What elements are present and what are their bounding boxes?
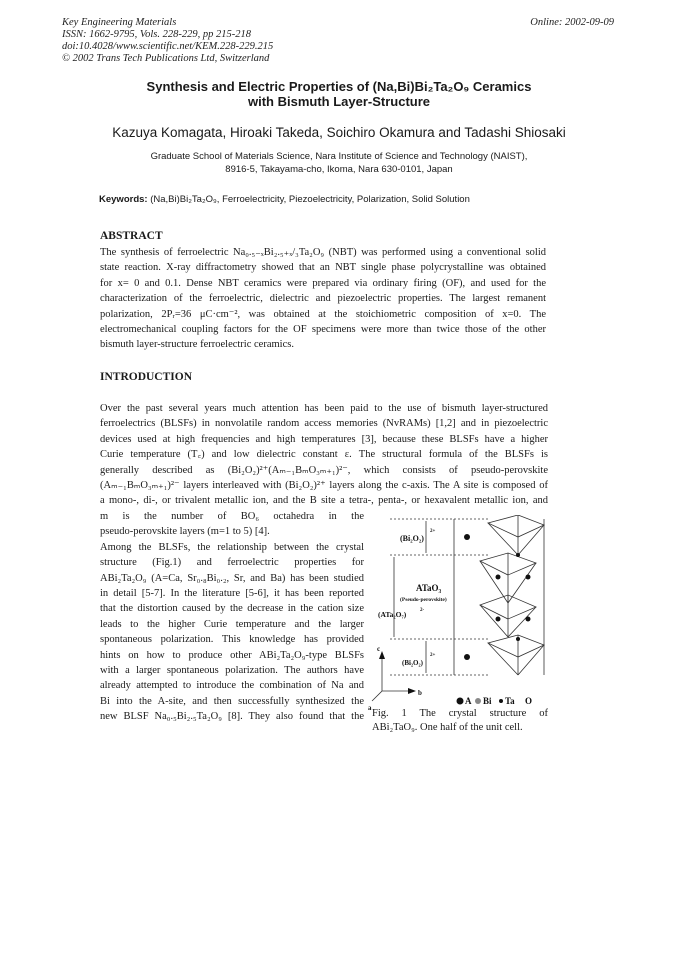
abstract-body — [100, 245, 546, 353]
header-metadata — [62, 17, 273, 65]
legend-bi: Bi — [483, 696, 492, 706]
introduction-full-width — [100, 401, 548, 509]
abstract-line: state reaction. X-ray diffractometry showed that an NBT single phase polycrystalline was obtained — [100, 262, 546, 274]
legend-ta-marker — [499, 699, 503, 703]
legend-a: A — [465, 696, 472, 706]
affiliation — [60, 150, 618, 176]
intro-narrow-line: spontaneous polarization. This knowledge has provided — [100, 634, 364, 646]
intro-narrow-line: Bi into the A-site, and then successfully synthesized the — [100, 695, 364, 707]
intro-line: generally described as (Bi₂O₂)²⁺(Aₘ₋₁BₘO₃ₘ₊₁)²⁻, which consists of pseudo-perovskite — [100, 464, 548, 476]
paper-title — [80, 79, 598, 109]
affiliation-line-1: Graduate School of Materials Science, Nara Institute of Science and Technology (NAIST), — [150, 151, 528, 162]
axis-label-c: c — [377, 645, 381, 653]
intro-line: ferroelectrics (BLSFs) in nonvolatile random access memories (NvRAMs) [1,2] and in piezoelectric — [100, 418, 548, 430]
unit-cell-frame — [372, 515, 544, 701]
legend-a-marker — [457, 698, 464, 705]
abstract-heading: ABSTRACT — [100, 230, 163, 242]
author-list: Kazuya Komagata, Hiroaki Takeda, Soichiro Okamura and Tadashi Shiosaki — [112, 125, 566, 140]
axis-label-b: b — [418, 689, 422, 697]
intro-narrow-line: new BLSF Na₀.₅Bi₂.₅Ta₂O₉ [8]. They also found that the — [100, 711, 364, 723]
doi-link[interactable]: doi:10.4028/www.scientific.net/KEM.228-229.215 — [62, 41, 274, 52]
figure-caption — [372, 707, 548, 735]
intro-narrow-line: ABi₂Ta₂O₉ (A=Ca, Sr₀.₈Bi₀.₂, Sr, and Ba) has been studied — [100, 572, 364, 584]
intro-narrow-line: hints on how to produce other ABi₂Ta₂O₉-type BLSFs — [100, 649, 364, 661]
charge-top: 2+ — [430, 529, 436, 534]
abstract-line: characterization of the ferroelectric, dielectric and piezoelectric properties. The largest remanent — [100, 293, 546, 305]
figure-legend — [457, 696, 533, 706]
legend-o: O — [525, 696, 533, 706]
charge-bottom: 2+ — [430, 653, 436, 658]
intro-narrow-line: structure (Fig.1) and ferroelectric properties for — [100, 557, 364, 569]
intro-narrow-line: Among the BLSFs, the relationship between the crystal — [100, 541, 364, 553]
introduction-heading: INTRODUCTION — [100, 371, 193, 383]
abstract-line: electromechanical coupling factors for the OF specimens were more than twice those of the other — [100, 324, 546, 336]
label-bi2o2-top: (Bi₂O₂) — [400, 534, 424, 543]
label-atao3: ATaO₃ — [416, 583, 442, 593]
abstract-line: bismuth layer-structure ferroelectric ceramics. — [100, 339, 294, 351]
legend-bi-marker — [475, 698, 481, 704]
keywords-text: (Na,Bi)Bi₂Ta₂O₉, Ferroelectricity, Piezoelectricity, Polarization, Solid Solution — [150, 194, 470, 205]
charge-mid: 2- — [420, 608, 425, 613]
title-line-1: Synthesis and Electric Properties of (Na,Bi)Bi₂Ta₂O₉ Ceramics — [146, 79, 532, 94]
intro-narrow-line: in detail [5-7]. In the literature [5-6], it has been reported — [100, 588, 364, 600]
abstract-line: The synthesis of ferroelectric Na₀.₅₋ₓBi₂.₅₊ₓ/₃Ta₂O₉ (NBT) was performed using a conventional solid — [100, 247, 546, 258]
intro-narrow-line: m is the number of BO₆ octahedra in the — [100, 511, 364, 522]
axis-arrows — [379, 651, 416, 694]
keywords — [99, 194, 470, 205]
crystal-structure-figure — [368, 515, 558, 730]
issn-line: ISSN: 1662-9795, Vols. 228-229, pp 215-218 — [62, 29, 251, 40]
abstract-line: for x= 0 and 0.1. Dense NBT ceramics were prepared via ordinary firing (OF), and used for the — [100, 277, 546, 289]
abstract-line: polarization, 2Pᵣ=36 μC·cm⁻², was obtained at the stoichiometric composition of x=0. The — [100, 308, 546, 320]
keywords-label: Keywords: — [99, 194, 148, 205]
intro-line: Over the past several years much attention has been paid to the use of bismuth layer-structured — [100, 403, 548, 414]
copyright-line: © 2002 Trans Tech Publications Ltd, Switzerland — [62, 53, 270, 64]
axis-label-a: a — [368, 704, 372, 712]
intro-narrow-line: with a larger spontaneous polarization. The authors have — [100, 665, 364, 677]
label-pseudo-perovskite: (Pseudo-perovskite) — [400, 597, 447, 603]
label-bi2o2-bottom: (Bi₂O₂) — [402, 659, 423, 667]
intro-line: a mono-, di-, or trivalent metallic ion, and the B site a tetra-, penta-, or hexavalent metallic ion, and — [100, 495, 548, 507]
online-date: Online: 2002-09-09 — [530, 17, 614, 28]
label-ata2o7: (ATa₂O₇) — [378, 610, 407, 619]
introduction-narrow-column — [100, 509, 364, 725]
atom-markers — [464, 534, 531, 660]
intro-narrow-line: already attempted to introduce the combination of Na and — [100, 680, 364, 692]
intro-narrow-line: that the distortion caused by the decrease in the cation size — [100, 603, 364, 615]
intro-line: (Aₘ₋₁BₘO₃ₘ₊₁)²⁻ layers interleaved with (Bi₂O₂)²⁺ layers along the c-axis. The A site is composed of — [100, 480, 548, 492]
intro-narrow-line: pseudo-perovskite layers (m=1 to 5) [4]. — [100, 526, 270, 538]
caption-line-1: Fig. 1 The crystal structure of — [372, 708, 548, 719]
legend-ta: Ta — [505, 696, 515, 706]
title-line-2: with Bismuth Layer-Structure — [247, 94, 431, 109]
intro-narrow-line: leads to the higher Curie temperature and the larger — [100, 618, 364, 630]
affiliation-line-2: 8916-5, Takayama-cho, Ikoma, Nara 630-0101, Japan — [225, 164, 453, 175]
journal-name: Key Engineering Materials — [62, 17, 177, 28]
intro-line: Curie temperature (T꜀) and low dielectric constant ε. The structural formula of the BLSFs is — [100, 449, 548, 461]
caption-line-2: ABi₂TaO₉. One half of the unit cell. — [372, 722, 523, 733]
intro-line: devices used at high frequencies and high temperatures [3], because these BLSFs have a higher — [100, 433, 548, 445]
